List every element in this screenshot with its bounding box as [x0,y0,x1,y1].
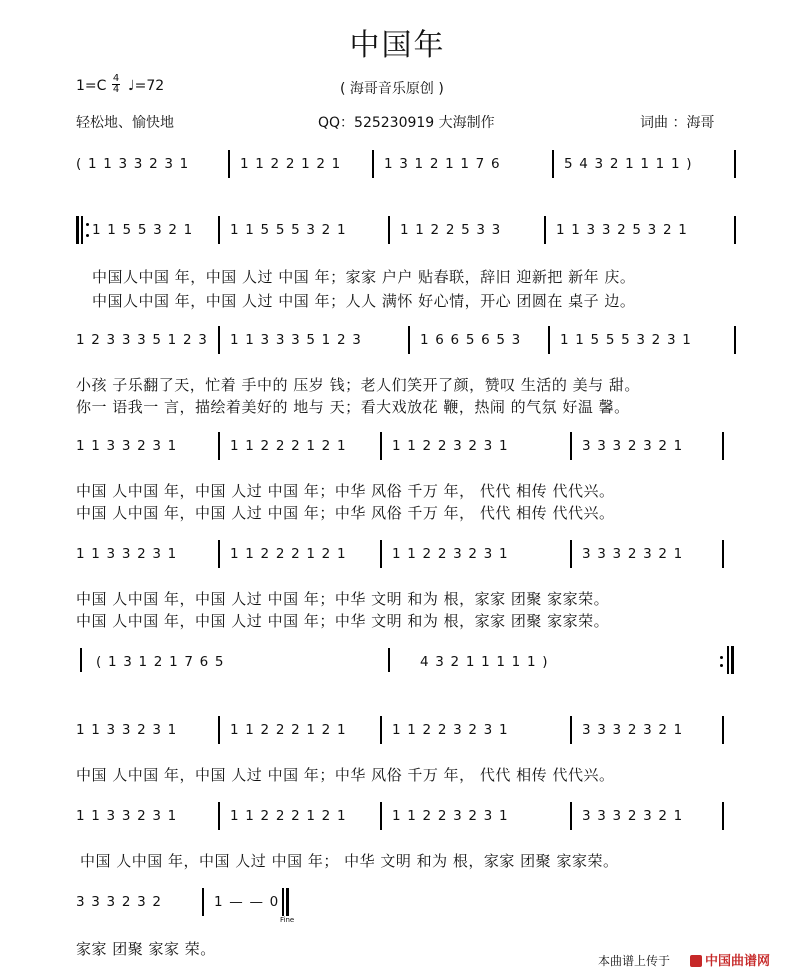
barline [570,432,572,460]
measure: 1 1 2 2 3 2 3 1 [392,808,509,824]
measure: 1 1 2 2 2 1 2 1 [230,438,347,454]
measure: ( 1 3 1 2 1 7 6 5 [96,654,225,670]
time-signature [112,74,120,95]
repeat-start-thin [81,216,83,244]
tempo-mark: ♩=72 [128,78,165,94]
qq-credit: QQ：525230919 大海制作 [318,115,495,131]
measure: 4 3 2 1 1 1 1 1 ) [420,654,549,670]
barline [552,150,554,178]
barline [408,326,410,354]
barline [548,326,550,354]
composer-credit: 词曲 ：海哥 [640,115,715,131]
repeat-dot [720,664,723,667]
site-logo[interactable] [690,950,770,969]
barline [380,716,382,744]
barline [722,432,724,460]
measure: 1 6 6 5 6 5 3 [420,332,522,348]
repeat-end-thin [727,646,729,674]
barline [734,216,736,244]
measure: 1 1 3 3 2 3 1 [76,546,178,562]
measure: 3 3 3 2 3 2 1 [582,438,684,454]
measure: 3 3 3 2 3 2 1 [582,546,684,562]
measure: 1 2 3 3 3 5 1 2 3 [76,332,209,348]
repeat-dot [720,656,723,659]
barline [218,326,220,354]
barline [570,716,572,744]
lyric-line: 家家 团聚 家家 荣。 [76,940,216,958]
intro-measure-3: 1 3 1 2 1 1 7 6 [384,156,501,172]
upload-note: 本曲谱上传于 [598,954,671,968]
barline [722,716,724,744]
key-signature: 1=C [76,78,107,94]
lyric-line: 中国 人中国 年，中国 人过 中国 年；中华 风俗 千万 年， 代代 相传 代代兴。 [76,766,615,784]
barline [380,540,382,568]
repeat-dot [86,223,89,226]
measure: 1 1 5 5 5 3 2 3 1 [560,332,693,348]
site-logo-icon [690,955,702,967]
measure: 3 3 3 2 3 2 [76,894,163,910]
time-sig-bottom: 4 [112,84,120,95]
barline [380,802,382,830]
lyric-line: 中国 人中国 年，中国 人过 中国 年；中华 文明 和为 根，家家 团聚 家家荣。 [76,590,610,608]
measure: 1 1 2 2 2 1 2 1 [230,546,347,562]
final-barline-thin [282,888,284,916]
barline [218,540,220,568]
lyric-line: 中国 人中国 年，中国 人过 中国 年； 中华 文明 和为 根，家家 团聚 家家荣。 [80,852,619,870]
measure: 1 1 3 3 2 3 1 [76,808,178,824]
barline [372,150,374,178]
barline [722,802,724,830]
barline [388,648,390,672]
mood-mark: 轻松地、愉快地 [76,115,174,131]
barline [570,540,572,568]
barline [218,716,220,744]
song-title: 中国年 [349,28,446,63]
barline [722,540,724,568]
lyric-line: 中国人中国 年，中国 人过 中国 年；人人 满怀 好心情，开心 团圆在 桌子 边。 [92,292,636,310]
barline [570,802,572,830]
intro-measure-4: 5 4 3 2 1 1 1 1 ) [564,156,693,172]
final-barline-thick [286,888,289,916]
repeat-end-thick [731,646,734,674]
volta-line [80,648,82,672]
time-sig-top: 4 [112,73,120,84]
lyric-line: 你一 语我一 言，描绘着美好的 地与 天；看大戏放花 鞭，热闹 的气氛 好温 馨。 [76,398,630,416]
barline [380,432,382,460]
measure: 1 1 2 2 3 2 3 1 [392,438,509,454]
barline [734,326,736,354]
measure: 1 1 3 3 2 5 3 2 1 [556,222,689,238]
repeat-start-thick [76,216,79,244]
measure: 1 — — 0 [214,894,280,910]
measure: 1 1 5 5 5 3 2 1 [230,222,347,238]
lyric-line: 中国 人中国 年，中国 人过 中国 年；中华 文明 和为 根，家家 团聚 家家荣。 [76,612,610,630]
barline [218,802,220,830]
measure: 3 3 3 2 3 2 1 [582,722,684,738]
measure: 1 1 2 2 5 3 3 [400,222,502,238]
measure: 1 1 2 2 3 2 3 1 [392,546,509,562]
lyric-line: 中国人中国 年，中国 人过 中国 年；家家 户户 贴春联，辞旧 迎新把 新年 庆。 [92,268,636,286]
measure: 1 1 2 2 2 1 2 1 [230,808,347,824]
barline [544,216,546,244]
measure: 1 1 3 3 2 3 1 [76,722,178,738]
measure: 1 1 3 3 2 3 1 [76,438,178,454]
intro-measure-1: ( 1 1 3 3 2 3 1 [76,156,190,172]
lyric-line: 中国 人中国 年，中国 人过 中国 年；中华 风俗 千万 年， 代代 相传 代代兴。 [76,504,615,522]
barline [734,150,736,178]
barline [218,216,220,244]
barline [228,150,230,178]
measure: 1 1 3 3 3 5 1 2 3 [230,332,363,348]
barline [202,888,204,916]
barline [388,216,390,244]
measure: 1 1 5 5 3 2 1 [92,222,194,238]
intro-measure-2: 1 1 2 2 1 2 1 [240,156,342,172]
measure: 1 1 2 2 2 1 2 1 [230,722,347,738]
measure: 1 1 2 2 3 2 3 1 [392,722,509,738]
fine-mark: Fine [280,916,295,924]
lyric-line: 小孩 子乐翻了天，忙着 手中的 压岁 钱；老人们笑开了颜，赞叹 生活的 美与 甜。 [76,376,640,394]
lyric-line: 中国 人中国 年，中国 人过 中国 年；中华 风俗 千万 年， 代代 相传 代代兴。 [76,482,615,500]
origin-note: ( 海哥音乐原创 ) [340,81,444,97]
barline [218,432,220,460]
measure: 3 3 3 2 3 2 1 [582,808,684,824]
site-name: 中国曲谱网 [705,954,771,969]
repeat-dot [86,234,89,237]
